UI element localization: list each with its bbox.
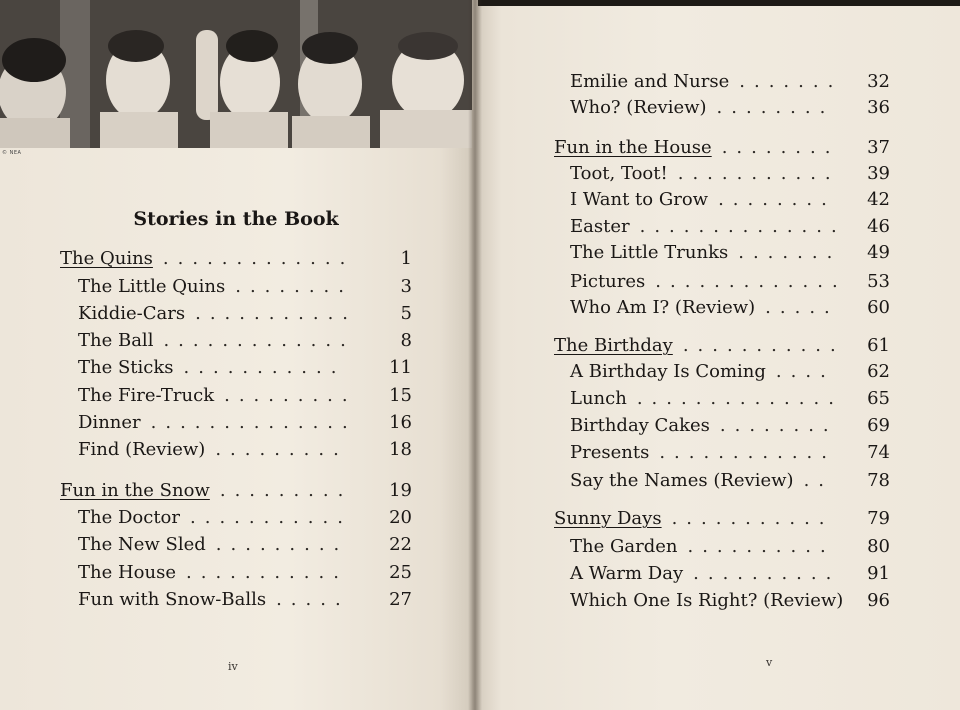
toc-story-title: A Warm Day [570, 563, 684, 584]
toc-leader-dots: .. [803, 470, 834, 491]
toc-page-number: 96 [867, 590, 890, 611]
toc-story-row [570, 471, 920, 493]
toc-page-number: 27 [389, 589, 412, 610]
right-page-number: v [766, 656, 773, 669]
toc-leader-dots: ......... [215, 439, 348, 460]
toc-story-title: Toot, Toot! [570, 163, 668, 184]
toc-page-number: 19 [389, 480, 412, 501]
toc-story-row [570, 164, 920, 186]
toc-title: Stories in the Book [133, 208, 339, 230]
toc-section-title: The Quins [60, 248, 153, 269]
toc-leader-dots: ............. [162, 248, 355, 269]
toc-story-row [78, 304, 442, 326]
toc-leader-dots: .............. [636, 388, 843, 409]
toc-story-title: The House [78, 562, 176, 583]
toc-leader-dots: ........... [190, 507, 352, 528]
toc-story-title: A Birthday Is Coming [570, 361, 766, 382]
toc-story-row [78, 563, 442, 585]
toc-story-row [570, 362, 920, 384]
toc-page-number: 8 [400, 330, 412, 351]
toc-story-title: Lunch [570, 388, 627, 409]
toc-section-title: The Birthday [554, 335, 673, 356]
toc-story-title: The Fire-Truck [78, 385, 215, 406]
toc-story-row [570, 72, 920, 94]
toc-story-title: Say the Names (Review) [570, 470, 794, 491]
toc-page-number: 25 [389, 562, 412, 583]
toc-leader-dots: ........... [671, 508, 834, 529]
toc-story-title: The Little Quins [78, 276, 226, 297]
toc-leader-dots: ............. [163, 330, 355, 351]
toc-page-number: 53 [867, 271, 890, 292]
toc-story-title: Presents [570, 442, 650, 463]
toc-page-number: 49 [867, 242, 890, 263]
toc-page-number: 18 [389, 439, 412, 460]
toc-story-title: The Little Trunks [570, 242, 729, 263]
toc-story-row [78, 535, 442, 557]
left-page-number: iv [228, 660, 238, 673]
toc-story-title: Fun with Snow-Balls [78, 589, 267, 610]
toc-leader-dots: ........ [718, 189, 836, 210]
toc-page-number: 39 [867, 163, 890, 184]
toc-story-row [570, 243, 920, 265]
toc-section-row [554, 509, 920, 531]
toc-leader-dots: ..... [765, 297, 839, 318]
toc-story-row [570, 98, 920, 120]
toc-story-title: Emilie and Nurse [570, 71, 730, 92]
toc-section-title: Fun in the House [554, 137, 712, 158]
toc-leader-dots: .............. [150, 412, 357, 433]
toc-section-row [60, 481, 442, 503]
toc-leader-dots: ............. [655, 271, 847, 292]
toc-leader-dots: ........... [183, 357, 346, 378]
toc-leader-dots: ....... [738, 242, 842, 263]
toc-story-title: The Garden [570, 536, 678, 557]
toc-leader-dots: ............ [659, 442, 836, 463]
toc-leader-dots: .......... [693, 563, 841, 584]
toc-page-number: 37 [867, 137, 890, 158]
toc-page-number: 36 [867, 97, 890, 118]
toc-story-row [78, 413, 442, 435]
right-page [472, 6, 960, 710]
toc-page-number: 11 [389, 357, 412, 378]
toc-leader-dots: ......... [219, 480, 353, 501]
toc-section-title: Fun in the Snow [60, 480, 210, 501]
toc-page-number: 22 [389, 534, 412, 555]
toc-page-number: 60 [867, 297, 890, 318]
toc-story-row [570, 389, 920, 411]
toc-story-row [78, 358, 442, 380]
toc-page-number: 42 [867, 189, 890, 210]
toc-leader-dots: .............. [639, 216, 846, 237]
toc-section-row [554, 138, 920, 160]
toc-leader-dots: ........ [721, 137, 840, 158]
toc-story-title: Which One Is Right? (Review) [570, 590, 844, 611]
toc-story-title: Who Am I? (Review) [570, 297, 756, 318]
toc-page-number: 65 [867, 388, 890, 409]
toc-story-row [570, 443, 920, 465]
toc-story-title: Find (Review) [78, 439, 206, 460]
toc-story-row [570, 190, 920, 212]
toc-story-title: The Doctor [78, 507, 180, 528]
toc-leader-dots: ........ [719, 415, 838, 436]
photo-credit: © NEA [2, 150, 22, 156]
toc-leader-dots: ........... [195, 303, 358, 324]
toc-story-title: Kiddie-Cars [78, 303, 186, 324]
toc-page-number: 91 [867, 563, 890, 584]
photo-illustration [0, 0, 472, 148]
toc-story-row [570, 298, 920, 320]
toc-story-row [570, 217, 920, 239]
toc-page-number: 79 [867, 508, 890, 529]
toc-leader-dots: ........... [682, 335, 845, 356]
toc-leader-dots: ........ [235, 276, 353, 297]
toc-section-row [554, 336, 920, 358]
toc-page-number: 69 [867, 415, 890, 436]
toc-story-title: Birthday Cakes [570, 415, 710, 436]
toc-leader-dots: ..... [276, 589, 350, 610]
toc-story-row [78, 590, 442, 612]
toc-story-row [570, 591, 920, 613]
toc-story-row [78, 440, 442, 462]
toc-story-row [78, 386, 442, 408]
toc-page-number: 62 [867, 361, 890, 382]
toc-page-number: 78 [867, 470, 890, 491]
toc-page-number: 46 [867, 216, 890, 237]
toc-story-title: The Sticks [78, 357, 174, 378]
toc-leader-dots: ........... [186, 562, 348, 583]
toc-page-number: 20 [389, 507, 412, 528]
toc-leader-dots: .... [775, 361, 835, 382]
toc-page-number: 61 [867, 335, 890, 356]
toc-page-number: 74 [867, 442, 890, 463]
toc-leader-dots: ........ [716, 97, 835, 118]
toc-page-number: 80 [867, 536, 890, 557]
toc-story-row [570, 564, 920, 586]
toc-story-row [570, 416, 920, 438]
toc-page-number: 16 [389, 412, 412, 433]
toc-story-title: Dinner [78, 412, 141, 433]
toc-story-title: The New Sled [78, 534, 206, 555]
toc-story-title: Who? (Review) [570, 97, 707, 118]
toc-leader-dots: ......... [215, 534, 349, 555]
toc-section-row [60, 249, 442, 271]
toc-page-number: 5 [400, 303, 412, 324]
toc-page-number: 32 [867, 71, 890, 92]
toc-story-row [78, 277, 442, 299]
book-gutter [468, 0, 482, 710]
toc-leader-dots: .......... [687, 536, 835, 557]
toc-page-number: 3 [400, 276, 412, 297]
toc-leader-dots: ....... [739, 71, 843, 92]
toc-page-number: 1 [400, 248, 412, 269]
toc-section-title: Sunny Days [554, 508, 662, 529]
toc-story-row [78, 331, 442, 353]
toc-leader-dots: ........... [677, 163, 840, 184]
toc-story-title: I Want to Grow [570, 189, 709, 210]
toc-story-row [570, 537, 920, 559]
toc-page-number: 15 [389, 385, 412, 406]
toc-story-title: Easter [570, 216, 630, 237]
toc-story-row [570, 272, 920, 294]
toc-story-row [78, 508, 442, 530]
toc-story-title: The Ball [78, 330, 154, 351]
toc-leader-dots: ......... [224, 385, 357, 406]
toc-story-title: Pictures [570, 271, 646, 292]
quintuplets-photo [0, 0, 472, 148]
left-page [0, 0, 478, 710]
